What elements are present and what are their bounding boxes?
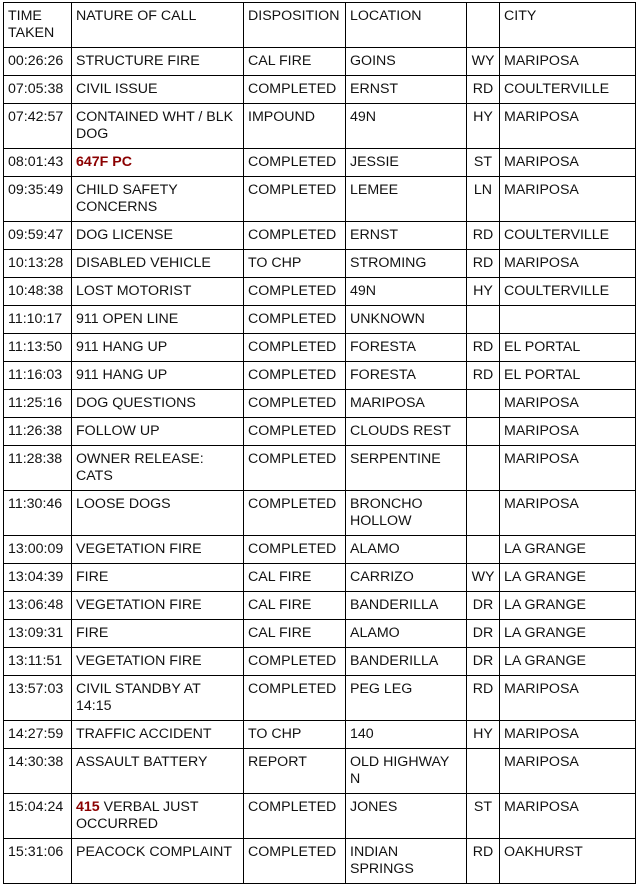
- table-row: [4, 177, 636, 222]
- table-row: [4, 749, 636, 794]
- cell-disposition: COMPLETED: [244, 390, 346, 418]
- table-row: [4, 491, 636, 536]
- call-nature-text: DOG LICENSE: [76, 227, 173, 243]
- cell-city: LA GRANGE: [500, 564, 636, 592]
- cell-nature-of-call: [72, 418, 244, 446]
- cell-location: CARRIZO: [346, 564, 467, 592]
- cell-nature-of-call: [72, 362, 244, 390]
- cell-nature-of-call: [72, 592, 244, 620]
- cell-street-suffix: HY: [467, 104, 500, 149]
- cell-city: LA GRANGE: [500, 648, 636, 676]
- cell-nature-of-call: [72, 306, 244, 334]
- cell-disposition: COMPLETED: [244, 446, 346, 491]
- cell-location: 49N: [346, 278, 467, 306]
- cell-city: MARIPOSA: [500, 390, 636, 418]
- cell-city: LA GRANGE: [500, 592, 636, 620]
- cell-location: JESSIE: [346, 149, 467, 177]
- cell-time-taken: 14:30:38: [4, 749, 72, 794]
- table-row: [4, 536, 636, 564]
- cell-location: ERNST: [346, 222, 467, 250]
- cell-location: GOINS: [346, 48, 467, 76]
- cell-street-suffix: RD: [467, 676, 500, 721]
- call-nature-text: CHILD SAFETY CONCERNS: [76, 182, 178, 215]
- cell-location: UNKNOWN: [346, 306, 467, 334]
- cell-time-taken: 15:31:06: [4, 839, 72, 884]
- table-row: [4, 104, 636, 149]
- cell-street-suffix: [467, 446, 500, 491]
- cell-nature-of-call: [72, 491, 244, 536]
- cell-city: MARIPOSA: [500, 491, 636, 536]
- cell-location: 140: [346, 721, 467, 749]
- cell-location: CLOUDS REST: [346, 418, 467, 446]
- cell-street-suffix: ST: [467, 149, 500, 177]
- cell-nature-of-call: [72, 676, 244, 721]
- cell-nature-of-call: [72, 536, 244, 564]
- call-log-table: [3, 2, 636, 884]
- cell-nature-of-call: [72, 839, 244, 884]
- cell-nature-of-call: [72, 390, 244, 418]
- cell-time-taken: 11:25:16: [4, 390, 72, 418]
- cell-nature-of-call: [72, 149, 244, 177]
- cell-city: MARIPOSA: [500, 721, 636, 749]
- cell-location: OLD HIGHWAY N: [346, 749, 467, 794]
- cell-time-taken: 11:10:17: [4, 306, 72, 334]
- cell-city: MARIPOSA: [500, 149, 636, 177]
- cell-street-suffix: [467, 491, 500, 536]
- header-suffix: [467, 3, 500, 48]
- cell-street-suffix: WY: [467, 564, 500, 592]
- cell-nature-of-call: [72, 721, 244, 749]
- cell-disposition: COMPLETED: [244, 334, 346, 362]
- cell-street-suffix: DR: [467, 620, 500, 648]
- call-nature-text: CONTAINED WHT / BLK DOG: [76, 109, 234, 142]
- cell-time-taken: 09:59:47: [4, 222, 72, 250]
- cell-time-taken: 07:42:57: [4, 104, 72, 149]
- call-nature-text: CIVIL STANDBY AT 14:15: [76, 681, 201, 714]
- cell-time-taken: 13:09:31: [4, 620, 72, 648]
- cell-time-taken: 10:13:28: [4, 250, 72, 278]
- table-row: [4, 676, 636, 721]
- table-row: [4, 149, 636, 177]
- cell-street-suffix: ST: [467, 794, 500, 839]
- cell-time-taken: 13:57:03: [4, 676, 72, 721]
- cell-city: MARIPOSA: [500, 446, 636, 491]
- cell-disposition: COMPLETED: [244, 278, 346, 306]
- cell-location: 49N: [346, 104, 467, 149]
- cell-street-suffix: RD: [467, 334, 500, 362]
- cell-disposition: CAL FIRE: [244, 48, 346, 76]
- cell-time-taken: 11:28:38: [4, 446, 72, 491]
- cell-city: MARIPOSA: [500, 418, 636, 446]
- cell-disposition: COMPLETED: [244, 839, 346, 884]
- table-row: [4, 306, 636, 334]
- table-row: [4, 620, 636, 648]
- cell-city: MARIPOSA: [500, 794, 636, 839]
- cell-street-suffix: RD: [467, 839, 500, 884]
- cell-nature-of-call: [72, 278, 244, 306]
- header-row: [4, 3, 636, 48]
- cell-location: SERPENTINE: [346, 446, 467, 491]
- cell-time-taken: 11:13:50: [4, 334, 72, 362]
- cell-time-taken: 13:04:39: [4, 564, 72, 592]
- call-nature-text: PEACOCK COMPLAINT: [76, 844, 233, 860]
- cell-city: LA GRANGE: [500, 536, 636, 564]
- cell-location: BANDERILLA: [346, 592, 467, 620]
- cell-nature-of-call: [72, 334, 244, 362]
- table-row: [4, 278, 636, 306]
- table-row: [4, 592, 636, 620]
- cell-city: EL PORTAL: [500, 334, 636, 362]
- cell-street-suffix: RD: [467, 362, 500, 390]
- call-nature-text: VEGETATION FIRE: [76, 653, 202, 669]
- cell-time-taken: 14:27:59: [4, 721, 72, 749]
- cell-street-suffix: [467, 418, 500, 446]
- cell-location: STROMING: [346, 250, 467, 278]
- cell-time-taken: 11:16:03: [4, 362, 72, 390]
- table-row: [4, 48, 636, 76]
- cell-location: INDIAN SPRINGS: [346, 839, 467, 884]
- cell-street-suffix: DR: [467, 592, 500, 620]
- call-nature-text: 911 HANG UP: [76, 339, 168, 355]
- cell-disposition: COMPLETED: [244, 676, 346, 721]
- cell-nature-of-call: [72, 48, 244, 76]
- call-log-body: [4, 48, 636, 884]
- cell-nature-of-call: [72, 446, 244, 491]
- cell-disposition: COMPLETED: [244, 648, 346, 676]
- call-nature-text: TRAFFIC ACCIDENT: [76, 726, 212, 742]
- call-nature-text: 911 HANG UP: [76, 367, 168, 383]
- cell-time-taken: 07:05:38: [4, 76, 72, 104]
- call-nature-text: FIRE: [76, 625, 109, 641]
- cell-nature-of-call: [72, 250, 244, 278]
- call-nature-text: VERBAL JUST OCCURRED: [76, 799, 199, 832]
- cell-location: ALAMO: [346, 536, 467, 564]
- cell-location: PEG LEG: [346, 676, 467, 721]
- cell-street-suffix: WY: [467, 48, 500, 76]
- cell-location: FORESTA: [346, 334, 467, 362]
- cell-disposition: COMPLETED: [244, 362, 346, 390]
- cell-time-taken: 00:26:26: [4, 48, 72, 76]
- table-row: [4, 76, 636, 104]
- cell-disposition: COMPLETED: [244, 76, 346, 104]
- cell-time-taken: 13:00:09: [4, 536, 72, 564]
- call-nature-text: FOLLOW UP: [76, 423, 160, 439]
- cell-nature-of-call: [72, 749, 244, 794]
- cell-city: LA GRANGE: [500, 620, 636, 648]
- cell-city: MARIPOSA: [500, 250, 636, 278]
- table-row: [4, 564, 636, 592]
- cell-nature-of-call: [72, 648, 244, 676]
- cell-location: LEMEE: [346, 177, 467, 222]
- cell-nature-of-call: [72, 564, 244, 592]
- cell-disposition: COMPLETED: [244, 149, 346, 177]
- cell-city: MARIPOSA: [500, 48, 636, 76]
- call-nature-text: CIVIL ISSUE: [76, 81, 158, 97]
- table-row: [4, 362, 636, 390]
- cell-city: [500, 306, 636, 334]
- cell-time-taken: 13:06:48: [4, 592, 72, 620]
- cell-disposition: REPORT: [244, 749, 346, 794]
- cell-disposition: COMPLETED: [244, 177, 346, 222]
- cell-time-taken: 11:30:46: [4, 491, 72, 536]
- cell-city: MARIPOSA: [500, 177, 636, 222]
- cell-location: ERNST: [346, 76, 467, 104]
- cell-location: BRONCHO HOLLOW: [346, 491, 467, 536]
- table-row: [4, 446, 636, 491]
- cell-city: EL PORTAL: [500, 362, 636, 390]
- cell-location: MARIPOSA: [346, 390, 467, 418]
- cell-disposition: COMPLETED: [244, 491, 346, 536]
- cell-location: ALAMO: [346, 620, 467, 648]
- cell-disposition: TO CHP: [244, 250, 346, 278]
- call-nature-text: OWNER RELEASE: CATS: [76, 451, 204, 484]
- cell-city: OAKHURST: [500, 839, 636, 884]
- cell-city: MARIPOSA: [500, 749, 636, 794]
- call-nature-text: 911 OPEN LINE: [76, 311, 179, 327]
- cell-street-suffix: [467, 749, 500, 794]
- cell-disposition: CAL FIRE: [244, 592, 346, 620]
- cell-street-suffix: RD: [467, 250, 500, 278]
- table-row: [4, 418, 636, 446]
- cell-disposition: CAL FIRE: [244, 564, 346, 592]
- cell-street-suffix: [467, 306, 500, 334]
- table-row: [4, 648, 636, 676]
- cell-street-suffix: RD: [467, 222, 500, 250]
- table-row: [4, 222, 636, 250]
- table-row: [4, 334, 636, 362]
- cell-disposition: COMPLETED: [244, 418, 346, 446]
- cell-location: FORESTA: [346, 362, 467, 390]
- cell-time-taken: 13:11:51: [4, 648, 72, 676]
- call-nature-text: STRUCTURE FIRE: [76, 53, 200, 69]
- cell-street-suffix: RD: [467, 76, 500, 104]
- cell-time-taken: 08:01:43: [4, 149, 72, 177]
- cell-nature-of-call: [72, 76, 244, 104]
- table-row: [4, 250, 636, 278]
- call-nature-text: VEGETATION FIRE: [76, 541, 202, 557]
- table-row: [4, 794, 636, 839]
- cell-nature-of-call: [72, 620, 244, 648]
- call-code: 415: [76, 799, 100, 815]
- cell-nature-of-call: [72, 222, 244, 250]
- cell-nature-of-call: [72, 177, 244, 222]
- call-nature-text: DISABLED VEHICLE: [76, 255, 211, 271]
- table-row: [4, 721, 636, 749]
- cell-city: COULTERVILLE: [500, 76, 636, 104]
- cell-city: COULTERVILLE: [500, 278, 636, 306]
- header-nature-of-call: NATURE OF CALL: [72, 3, 244, 48]
- cell-disposition: COMPLETED: [244, 306, 346, 334]
- call-nature-text: ASSAULT BATTERY: [76, 754, 208, 770]
- cell-disposition: TO CHP: [244, 721, 346, 749]
- cell-city: COULTERVILLE: [500, 222, 636, 250]
- call-nature-text: FIRE: [76, 569, 109, 585]
- call-nature-text: DOG QUESTIONS: [76, 395, 196, 411]
- cell-street-suffix: HY: [467, 278, 500, 306]
- cell-disposition: IMPOUND: [244, 104, 346, 149]
- cell-street-suffix: [467, 536, 500, 564]
- call-nature-text: LOST MOTORIST: [76, 283, 192, 299]
- cell-nature-of-call: [72, 794, 244, 839]
- table-row: [4, 390, 636, 418]
- header-disposition: DISPOSITION: [244, 3, 346, 48]
- cell-city: MARIPOSA: [500, 676, 636, 721]
- cell-time-taken: 10:48:38: [4, 278, 72, 306]
- table-row: [4, 839, 636, 884]
- cell-disposition: COMPLETED: [244, 222, 346, 250]
- call-nature-text: LOOSE DOGS: [76, 496, 171, 512]
- call-nature-text: VEGETATION FIRE: [76, 597, 202, 613]
- header-time-taken: TIME TAKEN: [4, 3, 72, 48]
- cell-location: JONES: [346, 794, 467, 839]
- cell-street-suffix: LN: [467, 177, 500, 222]
- cell-time-taken: 09:35:49: [4, 177, 72, 222]
- cell-disposition: COMPLETED: [244, 794, 346, 839]
- call-code: 647F PC: [76, 154, 132, 170]
- header-city: CITY: [500, 3, 636, 48]
- cell-disposition: COMPLETED: [244, 536, 346, 564]
- cell-street-suffix: [467, 390, 500, 418]
- cell-time-taken: 15:04:24: [4, 794, 72, 839]
- cell-disposition: CAL FIRE: [244, 620, 346, 648]
- cell-street-suffix: DR: [467, 648, 500, 676]
- cell-city: MARIPOSA: [500, 104, 636, 149]
- cell-nature-of-call: [72, 104, 244, 149]
- cell-time-taken: 11:26:38: [4, 418, 72, 446]
- header-location: LOCATION: [346, 3, 467, 48]
- cell-location: BANDERILLA: [346, 648, 467, 676]
- cell-street-suffix: HY: [467, 721, 500, 749]
